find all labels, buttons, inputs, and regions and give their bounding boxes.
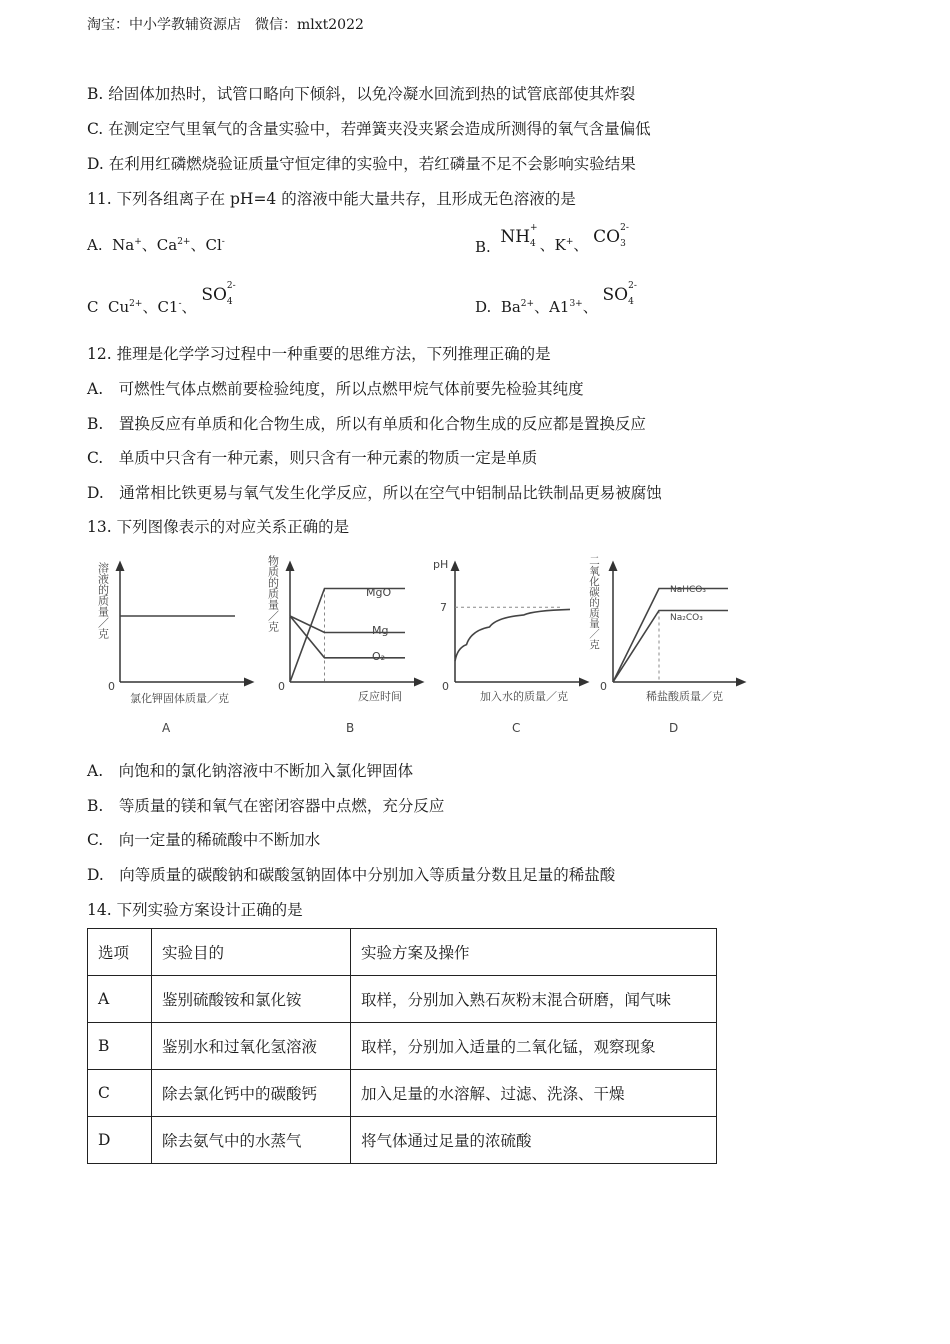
graph-a xyxy=(97,561,251,735)
q10-option-c: C. 在测定空气里氧气的含量实验中，若弹簧夹没夹紧会造成所测得的氧气含量偏低 xyxy=(87,120,651,138)
table-cell: 取样，分别加入熟石灰粉末混合研磨，闻气味 xyxy=(351,976,717,1023)
graph-b-caption: B xyxy=(346,721,355,735)
q10-option-d: D. 在利用红磷燃烧验证质量守恒定律的实验中，若红磷量不足不会影响实验结果 xyxy=(87,155,636,173)
q13-graphs xyxy=(90,550,750,740)
table-cell: 将气体通过足量的浓硫酸 xyxy=(351,1117,717,1164)
q12-option-c: C. 单质中只含有一种元素，则只含有一种元素的物质一定是单质 xyxy=(87,449,538,467)
graph-b-mg-label: Mg xyxy=(372,624,389,637)
graph-b-ylabel: 物质的质量／克 xyxy=(266,555,280,632)
graph-d-nahco3-label: NaHCO₃ xyxy=(670,585,706,595)
separator: 、 xyxy=(190,236,206,254)
q13-option-d: D. 向等质量的碳酸钠和碳酸氢钠固体中分别加入等质量分数且足量的稀盐酸 xyxy=(87,866,616,884)
separator: 、 xyxy=(141,236,157,254)
graph-b-o2-label: O₂ xyxy=(372,650,386,663)
graph-d-ylabel: 二氧化碳的质量／克 xyxy=(588,555,600,650)
option-label: B. xyxy=(475,238,491,256)
q13-option-c: C. 向一定量的稀硫酸中不断加水 xyxy=(87,831,321,849)
graph-c xyxy=(433,558,585,735)
table-row xyxy=(88,976,717,1023)
q12-option-b: B. 置换反应有单质和化合物生成，所以有单质和化合物生成的反应都是置换反应 xyxy=(87,415,646,433)
q12-stem: 12. 推理是化学学习过程中一种重要的思维方法，下列推理正确的是 xyxy=(87,345,551,363)
table-cell: 加入足量的水溶解、过滤、洗涤、干燥 xyxy=(351,1070,717,1117)
table-cell: C xyxy=(88,1070,152,1117)
table-row xyxy=(88,1117,717,1164)
graph-d-na2co3-label: Na₂CO₃ xyxy=(670,613,703,623)
table-row xyxy=(88,1070,717,1117)
graph-d-caption: D xyxy=(669,721,679,735)
graph-b-origin: 0 xyxy=(278,680,285,693)
q13-option-a: A. 向饱和的氯化钠溶液中不断加入氯化钾固体 xyxy=(87,762,414,780)
sulfate-ion: SO 2- 4 xyxy=(602,281,637,307)
header-cell: 选项 xyxy=(88,929,152,976)
graph-b-xlabel: 反应时间 xyxy=(358,690,402,703)
q11-option-d: D. $Ba^{2+}$、$A1^{3+}$、 SO 2- 4 xyxy=(475,281,637,316)
table-cell: D xyxy=(88,1117,152,1164)
q11-option-c: C $Cu^{2+}$、C1-、 SO 2- 4 xyxy=(87,281,236,316)
header-cell: 实验方案及操作 xyxy=(351,929,717,976)
graph-a-caption: A xyxy=(162,721,171,735)
option-label: A. xyxy=(87,236,103,254)
q13-option-b: B. 等质量的镁和氧气在密闭容器中点燃，充分反应 xyxy=(87,797,445,815)
table-cell: 鉴别硫酸铵和氯化铵 xyxy=(152,976,351,1023)
option-label: C xyxy=(87,298,99,316)
graph-c-origin: 0 xyxy=(442,680,449,693)
q11-stem: 11. 下列各组离子在 pH=4 的溶液中能大量共存，且形成无色溶液的是 xyxy=(87,190,576,208)
carbonate-ion: CO 2- 3 xyxy=(593,223,629,249)
table-cell: 鉴别水和过氧化氢溶液 xyxy=(152,1023,351,1070)
graph-a-xlabel: 氯化钾固体质量／克 xyxy=(130,692,229,705)
graph-d-nahco3-line xyxy=(613,589,728,683)
graph-c-ylabel: pH xyxy=(433,558,449,571)
q12-option-a: A. 可燃性气体点燃前要检验纯度，所以点燃甲烷气体前要先检验其纯度 xyxy=(87,380,584,398)
q11-option-a: A. Na+、$Ca^{2+}$、Cl- xyxy=(87,236,225,254)
graph-c-curve xyxy=(455,609,570,661)
table-cell: B xyxy=(88,1023,152,1070)
q10-option-b: B. 给固体加热时，试管口略向下倾斜，以免冷凝水回流到热的试管底部使其炸裂 xyxy=(87,85,636,103)
graph-c-xlabel: 加入水的质量／克 xyxy=(480,690,568,703)
ammonium-ion: NH + 4 xyxy=(500,223,538,249)
graph-c-caption: C xyxy=(512,721,521,735)
table-cell: 除去氨气中的水蒸气 xyxy=(152,1117,351,1164)
option-label: D. xyxy=(475,298,492,316)
table-cell: A xyxy=(88,976,152,1023)
graph-d xyxy=(588,555,742,735)
graph-d-origin: 0 xyxy=(600,680,607,693)
table-row xyxy=(88,1023,717,1070)
q13-stem: 13. 下列图像表示的对应关系正确的是 xyxy=(87,518,350,536)
header-cell: 实验目的 xyxy=(152,929,351,976)
graph-a-origin: 0 xyxy=(108,680,115,693)
q14-stem: 14. 下列实验方案设计正确的是 xyxy=(87,901,303,919)
q11-option-b: B. NH + 4 、K+、 CO 2- 3 xyxy=(475,223,629,256)
page-header: 淘宝：中小学教辅资源店 微信：mlxt2022 xyxy=(87,17,364,33)
graph-d-xlabel: 稀盐酸质量／克 xyxy=(646,690,723,703)
table-header-row xyxy=(88,929,717,976)
sulfate-ion: SO 2- 4 xyxy=(201,281,236,307)
graph-a-ylabel: 溶液的质量／克 xyxy=(96,562,110,639)
table-cell: 取样，分别加入适量的二氧化锰，观察现象 xyxy=(351,1023,717,1070)
graph-b xyxy=(267,554,421,735)
experiment-table xyxy=(87,928,717,1164)
graph-b-mgo-label: MgO xyxy=(366,586,392,599)
table-cell: 除去氯化钙中的碳酸钙 xyxy=(152,1070,351,1117)
graph-c-ref-label: 7 xyxy=(440,601,447,615)
q12-option-d: D. 通常相比铁更易与氧气发生化学反应，所以在空气中铝制品比铁制品更易被腐蚀 xyxy=(87,484,662,502)
